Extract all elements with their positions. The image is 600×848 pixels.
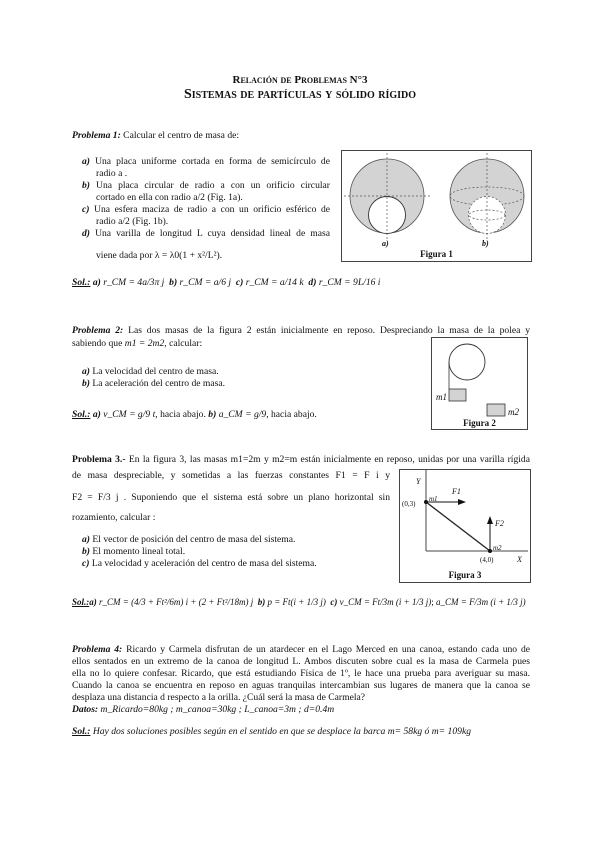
point-1-label: (0,3) xyxy=(402,500,416,508)
problem-2-item-a xyxy=(82,366,219,378)
solution-value-1: m= 58kg xyxy=(387,726,423,737)
item-text: Una varilla de longitud L cuya densidad lineal de masa xyxy=(95,228,330,239)
problem-4-text: Ricardo y Carmela disfrutan de un atardecer en el Lago Merced en una canoa, estando cada uno de xyxy=(126,644,530,655)
problem-2-label: Problema 2: xyxy=(72,325,124,336)
problem-2-text: Las dos masas de la figura 2 están inicialmente en reposo. Despreciando la masa de la polea y xyxy=(128,325,530,336)
solution-a: v_CM = g/9 t xyxy=(103,409,156,420)
solution-label: Sol.: xyxy=(72,277,91,288)
solution-d: r_CM = 9L/16 i xyxy=(318,277,381,288)
problem-1-item-d-cont: viene dada por λ = λ0(1 + x²/L²). xyxy=(96,250,223,261)
item-letter: d) xyxy=(82,228,90,239)
item-letter: c) xyxy=(82,558,90,569)
problem-1-label: Problema 1: xyxy=(72,130,121,141)
figure-1-caption: Figura 1 xyxy=(420,249,453,259)
problem-3-line-2: de masa despreciable, y sometidas a las fuerzas constantes F1 = F i y xyxy=(72,470,390,481)
problem-1-text: Calcular el centro de masa de: xyxy=(123,130,240,141)
mass-1-label: m1 xyxy=(429,495,438,503)
problem-4-label: Problema 4: xyxy=(72,644,123,655)
solution-value-2: m= 109kg xyxy=(431,726,471,737)
force-2-label: F2 xyxy=(495,519,504,528)
problem-1-statement xyxy=(72,130,239,142)
solution-a: r_CM = 4a/3π j xyxy=(103,277,165,288)
problem-1-solution: Sol.: a) r_CM = 4a/3π j b) r_CM = a/6 j c) r_CM = a/14 k d) r_CM = 9L/16 i xyxy=(72,277,381,288)
problem-3-label: Problema 3.- xyxy=(72,454,126,465)
data-values: m_Ricardo=80kg ; m_canoa=30kg ; L_canoa=3m ; d=0.4m xyxy=(100,704,335,715)
problem-1-item-c-cont: radio a/2 (Fig. 1b). xyxy=(96,216,169,227)
solution-b: p = Ft(i + 1/3 j) xyxy=(267,597,326,607)
item-text: La velocidad del centro de masa. xyxy=(92,366,219,377)
item-text: El vector de posición del centro de masa del sistema. xyxy=(92,534,296,545)
item-text: La aceleración del centro de masa. xyxy=(92,378,226,389)
text: , calcular: xyxy=(164,338,203,349)
problem-4-solution xyxy=(72,726,471,738)
figure-1-drawing xyxy=(342,151,531,261)
problem-1-item-c xyxy=(82,204,330,216)
item-text: Una esfera maciza de radio a con un orificio esférico de xyxy=(94,204,331,215)
solution-b: a_CM = g/9 xyxy=(218,409,267,420)
mass-condition: m1 = 2m2 xyxy=(124,338,165,349)
problem-3-item-a xyxy=(82,534,295,546)
figure-1-label-b: b) xyxy=(482,239,489,248)
problem-2-solution: Sol.: a) v_CM = g/9 t, hacia abajo. b) a_CM = g/9, hacia abajo. xyxy=(72,409,317,420)
solution-c: r_CM = a/14 k xyxy=(245,277,304,288)
problem-3-item-c xyxy=(82,558,317,570)
problem-2-item-b xyxy=(82,378,225,390)
solution-label: Sol.: xyxy=(72,409,91,420)
figure-1 xyxy=(341,150,532,262)
problem-1-item-b xyxy=(82,180,330,192)
solution-c-acceleration: a_CM = F/3m (i + 1/3 j) xyxy=(436,597,526,607)
problem-4-line-2: ellos sentados en un extremo de la canoa de longitud L. Ambos discuten sobre cual es la masa de Carmela pues xyxy=(72,656,530,667)
problem-4-data xyxy=(72,704,334,716)
figure-1-label-a: a) xyxy=(382,239,389,248)
solution-text: Hay dos soluciones posibles según en el sentido en que se desplace la barca xyxy=(92,726,386,737)
item-letter: a) xyxy=(82,366,90,377)
mass-1-label: m1 xyxy=(436,392,447,402)
problem-3-solution: Sol.:a) r_CM = (4/3 + Ft²/6m) i + (2 + Ft²/18m) j b) p = Ft(i + 1/3 j) c) v_CM = Ft/3m (i + 1/3 j); a_CM = F/3m (i + 1/3 j) xyxy=(72,597,526,607)
problem-4-line-1 xyxy=(72,644,530,656)
document-heading: Relación de Problemas N°3 xyxy=(232,74,368,86)
problem-1-item-b-cont: cortado en ella con radio a/2 (Fig. 1a). xyxy=(96,192,243,203)
text: ó xyxy=(424,726,430,737)
text: sabiendo que xyxy=(72,338,123,349)
mass-2-label: m2 xyxy=(508,407,519,417)
problem-4-line-3: ella no lo quiere confesar. Ricardo, que está estudiando Física de 1º, le hace una prueba para averiguar su masa. xyxy=(72,668,530,679)
item-letter: b) xyxy=(82,180,90,191)
problem-1-item-a xyxy=(82,156,330,168)
problem-3-line-3: F2 = F/3 j . Suponiendo que el sistema está sobre un plano horizontal sin xyxy=(72,492,390,503)
axis-x-label: X xyxy=(517,555,522,564)
solution-c-velocity: v_CM = Ft/3m (i + 1/3 j) xyxy=(339,597,432,607)
item-letter: a) xyxy=(82,534,90,545)
text: , hacia abajo. xyxy=(155,409,206,420)
problem-2-statement xyxy=(72,325,530,337)
data-label: Datos: xyxy=(72,704,99,715)
axis-y-label: Y xyxy=(416,477,421,486)
problem-3-statement xyxy=(72,454,530,466)
figure-2-caption: Figura 2 xyxy=(463,418,496,428)
problem-4-line-5: desplaza una distancia d respecto a la orilla. ¿Cuál será la masa de Carmela? xyxy=(72,692,366,703)
problem-3-item-b xyxy=(82,546,185,558)
mass-2-label: m2 xyxy=(493,544,502,552)
force-1-label: F1 xyxy=(452,487,461,496)
item-text: Una placa uniforme cortada en forma de semicírculo de xyxy=(95,156,330,167)
text: , hacia abajo. xyxy=(266,409,317,420)
item-letter: b) xyxy=(82,546,90,557)
problem-3-text: En la figura 3, las masas m1=2m y m2=m están inicialmente en reposo, unidas por una varilla rígida xyxy=(128,454,530,465)
problem-4-line-4: Cuando la canoa se encuentra en reposo en aguas tranquilas intercambian sus lugares de manera que la canoa se xyxy=(72,680,530,691)
item-letter: b) xyxy=(82,378,90,389)
point-2-label: (4,0) xyxy=(480,556,494,564)
figure-3-caption: Figura 3 xyxy=(448,570,482,580)
solution-label: Sol.: xyxy=(72,726,91,737)
solution-label: Sol.: xyxy=(72,597,90,607)
figure-2 xyxy=(431,337,528,430)
item-text: Una placa circular de radio a con un orificio circular xyxy=(96,180,330,191)
problem-1-item-a-cont: radio a . xyxy=(96,168,128,179)
solution-a: r_CM = (4/3 + Ft²/6m) i + (2 + Ft²/18m) j xyxy=(99,597,254,607)
solution-b: r_CM = a/6 j xyxy=(179,277,232,288)
item-letter: c) xyxy=(82,204,90,215)
item-text: El momento lineal total. xyxy=(92,546,186,557)
document-title: Sistemas de partículas y sólido rígido xyxy=(183,87,416,102)
item-text: La velocidad y aceleración del centro de masa del sistema. xyxy=(91,558,317,569)
problem-3-line-4: rozamiento, calcular : xyxy=(72,512,156,523)
problem-1-item-d xyxy=(82,228,330,240)
figure-3 xyxy=(399,469,531,583)
item-letter: a) xyxy=(82,156,90,167)
problem-2-statement-cont xyxy=(72,338,202,350)
